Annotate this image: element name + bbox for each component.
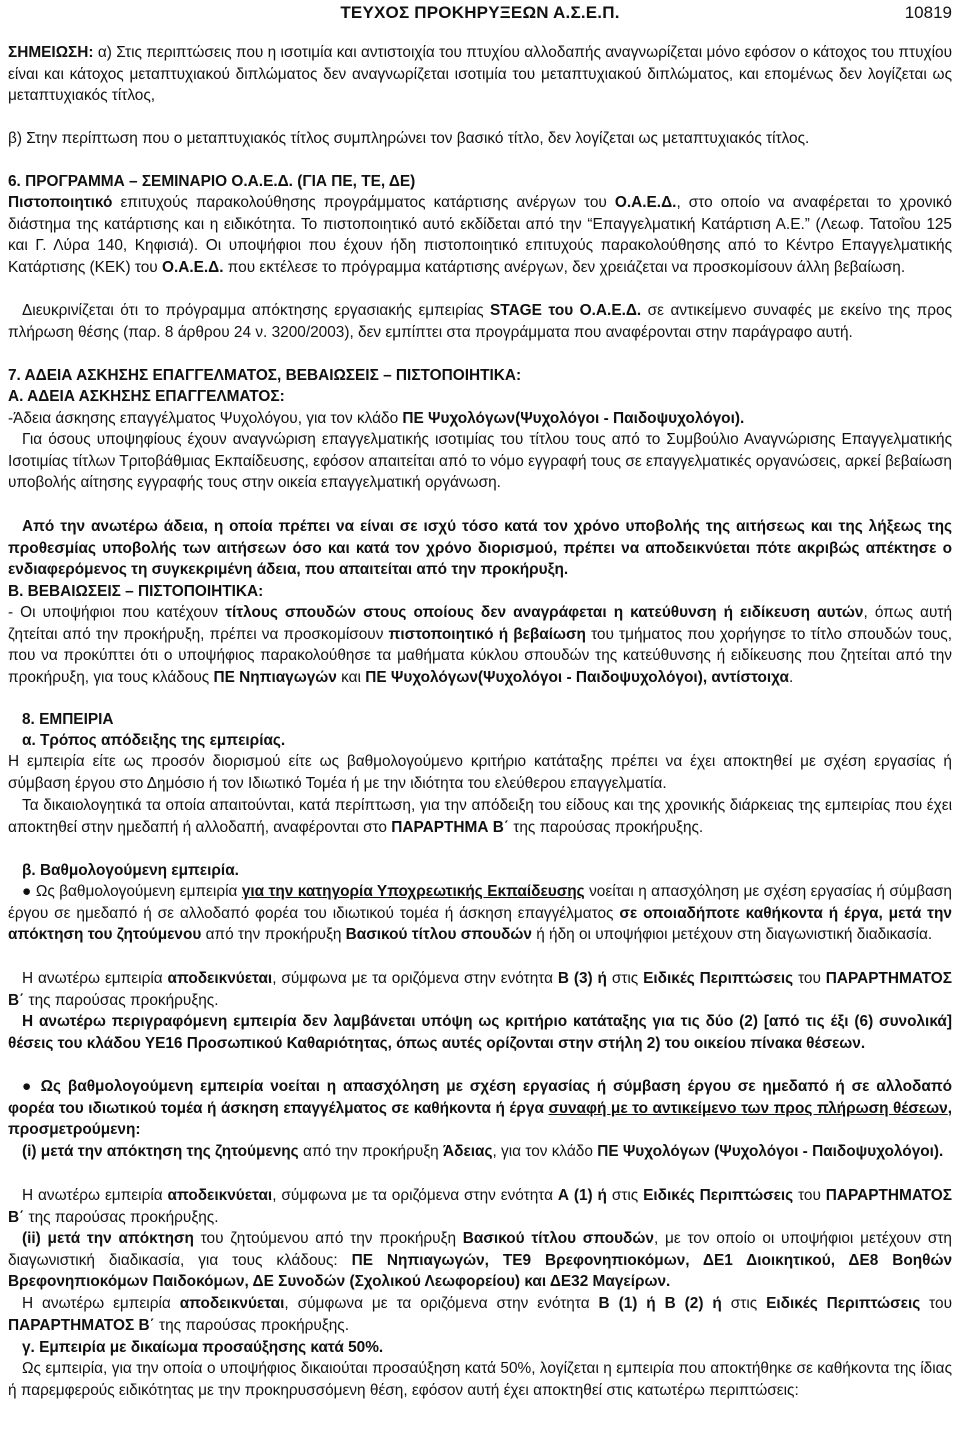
journal-title: ΤΕΥΧΟΣ ΠΡΟΚΗΡΥΞΕΩΝ Α.Σ.Ε.Π. — [340, 3, 620, 22]
s8-text: Η ανωτέρω εμπειρία — [22, 1187, 168, 1204]
s7-text: . — [788, 668, 794, 686]
s8-text: στις — [606, 970, 644, 987]
s8-bold: Β (1) ή Β (2) ή — [598, 1295, 722, 1312]
s8-bold: Β (3) ή — [557, 970, 607, 987]
s8-bold: Ειδικές Περιπτώσεις — [643, 1187, 794, 1204]
s8-text: της παρούσας προκήρυξης. — [508, 818, 704, 836]
s8-underline: συναφή με το αντικείμενο των προς πλήρωση θέσεων — [548, 1099, 948, 1117]
s8-text: , σύμφωνα με τα οριζόμενα στην ενότητα — [272, 970, 558, 987]
section-8a-heading: α. Τρόπος απόδειξης της εμπειρίας. — [22, 732, 286, 749]
note-label: ΣΗΜΕΙΩΣΗ: — [8, 44, 94, 61]
section-8b-heading: β. Βαθμολογούμενη εμπειρία. — [22, 862, 239, 879]
section-7a-paragraph-3: Από την ανωτέρω άδεια, η οποία πρέπει να είναι σε ισχύ τόσο κατά τον χρόνο υποβολής της αιτήσεως και της λήξεως της προθεσμίας υποβολής των αιτήσεων όσο και κατά τον χρόνο διορισμού, πρέπει να αποδεικνύεται πότε ακριβώς απέκτησε ο ενδιαφερόμενος τη συγκεκριμένη άδεια, που απαιτείται από την προκήρυξη. — [8, 518, 952, 579]
s8-bold: ΠΑΡΑΡΤΗΜΑ Β΄ — [391, 818, 509, 836]
note-paragraph-b: β) Στην περίπτωση που ο μεταπτυχιακός τίτλος συμπληρώνει τον βασικό τίτλο, δεν λογίζεται ως μεταπτυχιακός τίτλος. — [8, 130, 810, 147]
section-7a-license-line — [8, 408, 952, 430]
s8-bold: (ii) μετά την απόκτηση — [22, 1230, 194, 1247]
s8-bold: ΠΑΡΑΡΤΗΜΑΤΟΣ Β΄ — [8, 1187, 953, 1226]
s6-oaed-bold: Ο.Α.Ε.Δ. — [614, 194, 677, 211]
s8-text: , για τον κλάδο — [492, 1143, 598, 1160]
s8-text: , σύμφωνα με τα οριζόμενα στην ενότητα — [272, 1187, 558, 1204]
section-8a-paragraph-2 — [8, 795, 952, 838]
page-header — [0, 0, 960, 24]
s7-bold: τίτλους σπουδών στους οποίους δεν αναγράφεται η κατεύθυνση ή ειδίκευση αυτών — [225, 604, 864, 621]
s7-bold: πιστοποιητικό ή βεβαίωση — [388, 625, 586, 643]
s8-text: του — [793, 970, 826, 987]
s8-text: στις — [721, 1295, 767, 1312]
s8-text: Τα δικαιολογητικά τα οποία απαιτούνται, κατά περίπτωση, για την απόδειξη του είδους και της χρονικής διάρκειας της εμπειρίας που έχει αποκτηθεί στην ημεδαπή ή αλλοδαπή, αναφέρονται στο — [8, 797, 952, 836]
s6-text: Διευκρινίζεται ότι το πρόγραμμα απόκτησης εργασιακής εμπειρίας — [22, 302, 491, 319]
s7-text: -Άδεια άσκησης επαγγέλματος Ψυχολόγου, για τον κλάδο — [8, 410, 403, 427]
s6-certificate-bold: Πιστοποιητικό — [8, 194, 113, 211]
s6-text: , στο οποίο να αναφέρεται το χρονικό διάστημα της κατάρτισης και η ειδικότητα. Το πιστοποιητικό αυτό εκδίδεται από την “Επαγγελματική Κατάρτιση Α.Ε.” (Λεωφ. Τατοΐου 125 και Γ. Λύρα 140, Κηφισιά). Οι υποψήφιοι που έχουν ήδη πιστοποιητικό επιτυχούς παρακολούθησης από το Κέντρο Επαγγελματικής Κατάρτισης (ΚΕΚ) του — [8, 194, 952, 276]
s7-license-bold: ΠΕ Ψυχολόγων(Ψυχολόγοι - Παιδοψυχολόγοι). — [402, 410, 745, 427]
s8-bold: αποδεικνύεται — [167, 1187, 273, 1204]
section-6-paragraph-1 — [8, 192, 952, 278]
section-6-paragraph-2 — [8, 300, 952, 343]
bullet-icon: ● — [22, 883, 32, 900]
s8-bold: ΠΑΡΑΡΤΗΜΑΤΟΣ Β΄ — [8, 1316, 155, 1334]
s8-text: του — [920, 1295, 953, 1312]
s8-bold-underline: για την κατηγορία Υποχρεωτικής Εκπαίδευσης — [241, 883, 585, 900]
note-paragraph-a — [8, 42, 952, 107]
s8-bold: αποδεικνύεται — [167, 970, 273, 987]
s8-bold: ΠΑΡΑΡΤΗΜΑΤΟΣ Β΄ — [8, 970, 953, 1009]
s6-text: που εκτέλεσε το πρόγραμμα κατάρτισης ανέργων, δεν χρειάζεται να προσκομίσουν άλλη βεβαίωση. — [223, 258, 906, 276]
s8-bold: Άδειας — [443, 1143, 493, 1160]
section-8c-heading: γ. Εμπειρία με δικαίωμα προσαύξησης κατά 50%. — [22, 1339, 384, 1356]
s8-text: της παρούσας προκήρυξης. — [24, 991, 219, 1009]
s6-oaed-bold: Ο.Α.Ε.Δ. — [161, 258, 224, 276]
section-7a-paragraph-2: Για όσους υποψηφίους έχουν αναγνώριση επαγγελματικής ισοτιμίας του τίτλου τους από το Συμβούλιο Αναγνώρισης Επαγγελματικής Ισοτιμίας τίτλων Τριτοβάθμιας Εκπαίδευσης, εφόσον απαιτείται από το νόμο εγγραφή τους σε επαγγελματικές οργανώσεις, αρκεί βεβαίωση υποβολής αίτησης εγγραφής τους στην οικεία επαγγελματική οργάνωση. — [8, 431, 952, 492]
s8-text: Η ανωτέρω εμπειρία — [22, 1295, 180, 1312]
section-8-heading: 8. ΕΜΠΕΙΡΙΑ — [22, 711, 114, 728]
section-7b-paragraph — [8, 602, 952, 688]
section-8b-paragraph-2 — [8, 968, 952, 1011]
s7-text: , όπως αυτή ζητείται από την προκήρυξη, πρέπει να προσκομίσουν — [8, 604, 952, 643]
section-8b-paragraph-3: Η ανωτέρω περιγραφόμενη εμπειρία δεν λαμβάνεται υπόψη ως κριτήριο κατάταξης για τις δύο (2) [από τις έξι (6) συνολικά] θέσεις του κλάδου ΥΕ16 Προσωπικού Καθαριότητας, όπως αυτές ορίζονται στην στήλη 2) του οικείου πίνακα θέσεων. — [8, 1013, 952, 1052]
s8-bold: ΠΕ Νηπιαγωγών, ΤΕ9 Βρεφονηπιοκόμων, ΔΕ1 Διοικητικού, ΔΕ8 Βοηθών Βρεφονηπιοκόμων Παιδοκόμων, ΔΕ Συνοδών (Σχολικού Λεωφορείου) και ΔΕ32 Μαγείρων. — [8, 1251, 953, 1291]
s7-text: του τμήματος που χορήγησε το τίτλο σπουδών τους, που να προκύπτει ότι ο υποψήφιος παρακολούθησε τα μαθήματα κύκλου σπουδών της κατεύθυνσης ή ειδίκευσης που ζητείται από την προκήρυξη, για τους κλάδους — [8, 625, 953, 686]
s7-bold: ΠΕ Ψυχολόγων(Ψυχολόγοι - Παιδοψυχολόγοι), αντίστοιχα — [365, 668, 789, 686]
s8-text: Ως βαθμολογούμενη εμπειρία νοείται η απασχόληση με σχέση εργασίας ή σύμβαση έργου σε ημεδαπό ή σε αλλοδαπό φορέα του ιδιωτικού τομέα ή άσκηση επαγγέλματος σε καθήκοντα ή έργα — [8, 1078, 953, 1117]
s8-text: , με τον οποίο οι υποψήφιοι μετέχουν στη διαγωνιστική διαδικασία, για τους κλάδους: — [8, 1230, 952, 1269]
s8-bold: (i) μετά την απόκτηση της ζητούμενης — [22, 1143, 299, 1160]
section-7b-heading: Β. ΒΕΒΑΙΩΣΕΙΣ – ΠΙΣΤΟΠΟΙΗΤΙΚΑ: — [8, 583, 264, 600]
section-6-heading: 6. ΠΡΟΓΡΑΜΜΑ – ΣΕΜΙΝΑΡΙΟ Ο.Α.Ε.Δ. (ΓΙΑ ΠΕ, ΤΕ, ΔΕ) — [8, 173, 416, 190]
s8-bold: Βασικού τίτλου σπουδών — [345, 926, 532, 944]
s8-bold: Ειδικές Περιπτώσεις — [766, 1295, 921, 1312]
s8-bold: Βασικού τίτλου σπουδών — [462, 1230, 654, 1247]
s8-bold: Α (1) ή — [557, 1187, 607, 1204]
s8-text: , προσμετρούμενη: — [8, 1099, 952, 1139]
s8-text: από την προκήρυξη — [201, 926, 346, 944]
section-8b-item-ii-proof — [8, 1293, 952, 1336]
s8-bold: αποδεικνύεται — [179, 1295, 285, 1312]
s8-text: του ζητούμενου από την προκήρυξη — [193, 1230, 463, 1247]
note-text-a: α) Στις περιπτώσεις που η ισοτιμία και αντιστοιχία του πτυχίου αλλοδαπής αναγνωρίζεται μόνο εφόσον ο κάτοχος του πτυχίου είναι και κάτοχος μεταπτυχιακού διπλώματος δεν αναγνωρίζεται ισοτιμία του μεταπτυχιακού διπλώματος, και επομένως δεν λογίζεται ως μεταπτυχιακός τίτλος, — [8, 44, 952, 105]
s8-bold: Ειδικές Περιπτώσεις — [643, 970, 794, 987]
bullet-icon: ● — [22, 1078, 34, 1095]
section-8b-item-i — [8, 1141, 952, 1163]
s8-text: στις — [606, 1187, 644, 1204]
s8-text: Η ανωτέρω εμπειρία — [22, 970, 168, 987]
page-number: 10819 — [904, 3, 952, 22]
s6-text: επιτυχούς παρακολούθησης προγράμματος κατάρτισης ανέργων του — [112, 194, 615, 211]
s8-text: νοείται η απασχόληση με σχέση εργασίας ή σύμβαση έργου σε ημεδαπό ή σε αλλοδαπό φορέα του ιδιωτικού τομέα ή άσκηση επαγγέλματος — [8, 883, 952, 922]
section-7-heading: 7. ΑΔΕΙΑ ΑΣΚΗΣΗΣ ΕΠΑΓΓΕΛΜΑΤΟΣ, ΒΕΒΑΙΩΣΕΙΣ – ΠΙΣΤΟΠΟΙΗΤΙΚΑ: — [8, 367, 522, 384]
section-7a-heading: Α. ΑΔΕΙΑ ΑΣΚΗΣΗΣ ΕΠΑΓΓΕΛΜΑΤΟΣ: — [8, 388, 285, 405]
section-8b-item-i-proof — [8, 1185, 952, 1228]
section-8c-paragraph-1: Ως εμπειρία, για την οποία ο υποψήφιος δικαιούται προσαύξηση κατά 50%, λογίζεται η εμπειρία που αποκτήθηκε σε καθήκοντα της ίδιας ή παρεμφερούς ειδικότητας με την προκηρυσσόμενη θέση, εφόσον αυτή έχει αποκτηθεί στις κατωτέρω περιπτώσεις: — [8, 1360, 952, 1399]
s6-text: σε αντικείμενο συναφές με εκείνο της προς πλήρωση θέσης (παρ. 8 άρθρου 24 ν. 3200/2003), δεν εμπίπτει στα προγράμματα που αναφέρονται στην παράγραφο αυτή. — [8, 302, 952, 341]
s8-bold: σε οποιαδήποτε καθήκοντα ή έργα, μετά την απόκτηση του ζητούμενου — [8, 904, 952, 944]
s7-text: - Οι υποψήφιοι που κατέχουν — [8, 604, 226, 621]
s8-text: Ως βαθμολογούμενη εμπειρία — [31, 883, 242, 900]
section-8a-paragraph-1: Η εμπειρία είτε ως προσόν διορισμού είτε ως βαθμολογούμενο κριτήριο κατάταξης πρέπει να έχει αποκτηθεί με σχέση εργασίας ή σύμβαση έργου στο Δημόσιο ή τον Ιδιωτικό Τομέα ή με την ιδιότητα του ελεύθερου επαγγελματία. — [8, 753, 952, 792]
s6-stage-bold: STAGE του Ο.Α.Ε.Δ. — [490, 302, 642, 319]
s7-bold: ΠΕ Νηπιαγωγών — [213, 668, 337, 686]
s8-text: ή ήδη οι υποψήφιοι μετέχουν στη διαγωνιστική διαδικασία. — [531, 926, 933, 944]
s8-text: του — [793, 1187, 826, 1204]
section-8b-paragraph-4 — [8, 1076, 952, 1141]
s8-bold: ΠΕ Ψυχολόγων (Ψυχολόγοι - Παιδοψυχολόγοι). — [597, 1143, 944, 1160]
s7-text: και — [336, 668, 366, 686]
s8-text: της παρούσας προκήρυξης. — [154, 1316, 349, 1334]
s8-text: από την προκήρυξη — [298, 1143, 443, 1160]
s8-text: , σύμφωνα με τα οριζόμενα στην ενότητα — [284, 1295, 599, 1312]
section-8b-paragraph-1 — [8, 881, 952, 946]
s8-text: της παρούσας προκήρυξης. — [24, 1208, 219, 1226]
section-8b-item-ii — [8, 1228, 952, 1293]
